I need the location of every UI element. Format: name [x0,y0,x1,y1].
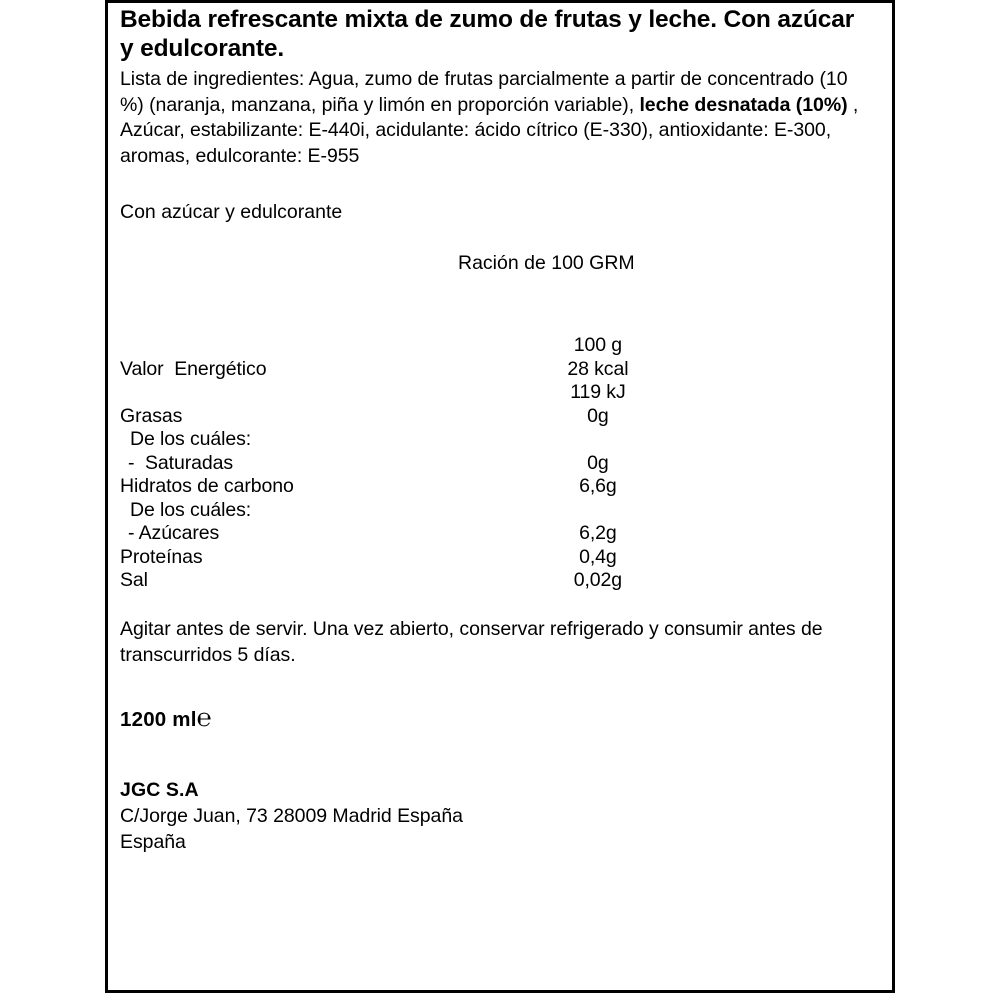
nutrition-row-label [120,334,456,358]
nutrition-row [120,405,740,429]
sweetener-note: Con azúcar y edulcorante [120,201,343,223]
nutrition-row-label: Proteínas [120,545,203,568]
label-content [120,3,872,855]
nutrition-row [120,428,740,452]
nutrition-row-label: De los cuáles: [130,498,252,521]
manufacturer-country: España [120,831,186,853]
nutrition-row [120,546,740,570]
nutrition-row-value: 28 kcal [567,357,629,380]
nutrition-row-label: Sal [120,569,148,591]
nutrition-row [120,522,740,546]
nutrition-row-label: - Saturadas [128,451,234,474]
nutrition-row [120,475,740,499]
label-border-box [105,0,895,993]
ingredients-highlight: leche desnatada (10%) [639,93,848,116]
manufacturer-name: JGC S.A [120,779,199,801]
nutrition-row-label: - Azúcares [128,522,220,544]
nutrition-row-label: Valor Energético [120,357,267,380]
nutrition-row [120,569,740,593]
storage-instructions: Agitar antes de servir. Una vez abierto, conservar refrigerado y consumir antes de transcurridos 5 días. [120,618,823,666]
nutrition-block [120,252,872,617]
nutrition-row-value [456,499,740,523]
estimated-sign-icon: ℮ [196,704,212,732]
nutrition-row-value: 6,2g [579,522,617,544]
nutrition-row-value: 0,4g [579,545,617,568]
nutrition-row [120,381,740,405]
serving-size-header: Ración de 100 GRM [458,252,635,274]
nutrition-row-value: 0g [587,404,609,427]
net-volume [120,704,872,733]
ingredients-prefix: Lista de ingredientes: Agua, zumo de frutas parcialmente a partir de concentrado (10 %) (naranja, manzana, piña y limón en proporción variable), [120,68,848,116]
ingredients-suffix: , Azúcar, estabilizante: E-440i, acidulante: ácido cítrico (E-330), antioxidante: E-300, aromas, edulcorante: E-955 [120,93,859,167]
nutrition-row-value: 100 g [573,334,623,356]
nutrition-row-label [120,381,456,405]
nutrition-row-value: 6,6g [579,475,617,497]
nutrition-row [120,358,740,382]
nutrition-table-body [120,334,740,593]
nutrition-row-value: 0g [587,451,609,474]
manufacturer-address: C/Jorge Juan, 73 28009 Madrid España [120,805,463,827]
nutrition-row [120,499,740,523]
nutrition-table [120,334,740,593]
nutrition-row [120,452,740,476]
nutrition-row-label: Hidratos de carbono [120,475,294,497]
net-volume-amount: 1200 ml [120,708,197,731]
nutrition-row [120,334,740,358]
nutrition-row-value [456,428,740,452]
nutrition-row-value: 0,02g [573,569,623,591]
ingredients-list [120,67,860,169]
product-title: Bebida refrescante mixta de zumo de frutas y leche. Con azúcar y edulcorante. [120,6,855,62]
manufacturer-block [120,777,872,855]
nutrition-row-value: 119 kJ [570,381,626,403]
nutrition-row-label: Grasas [120,404,183,427]
nutrition-row-label: De los cuáles: [130,428,252,450]
